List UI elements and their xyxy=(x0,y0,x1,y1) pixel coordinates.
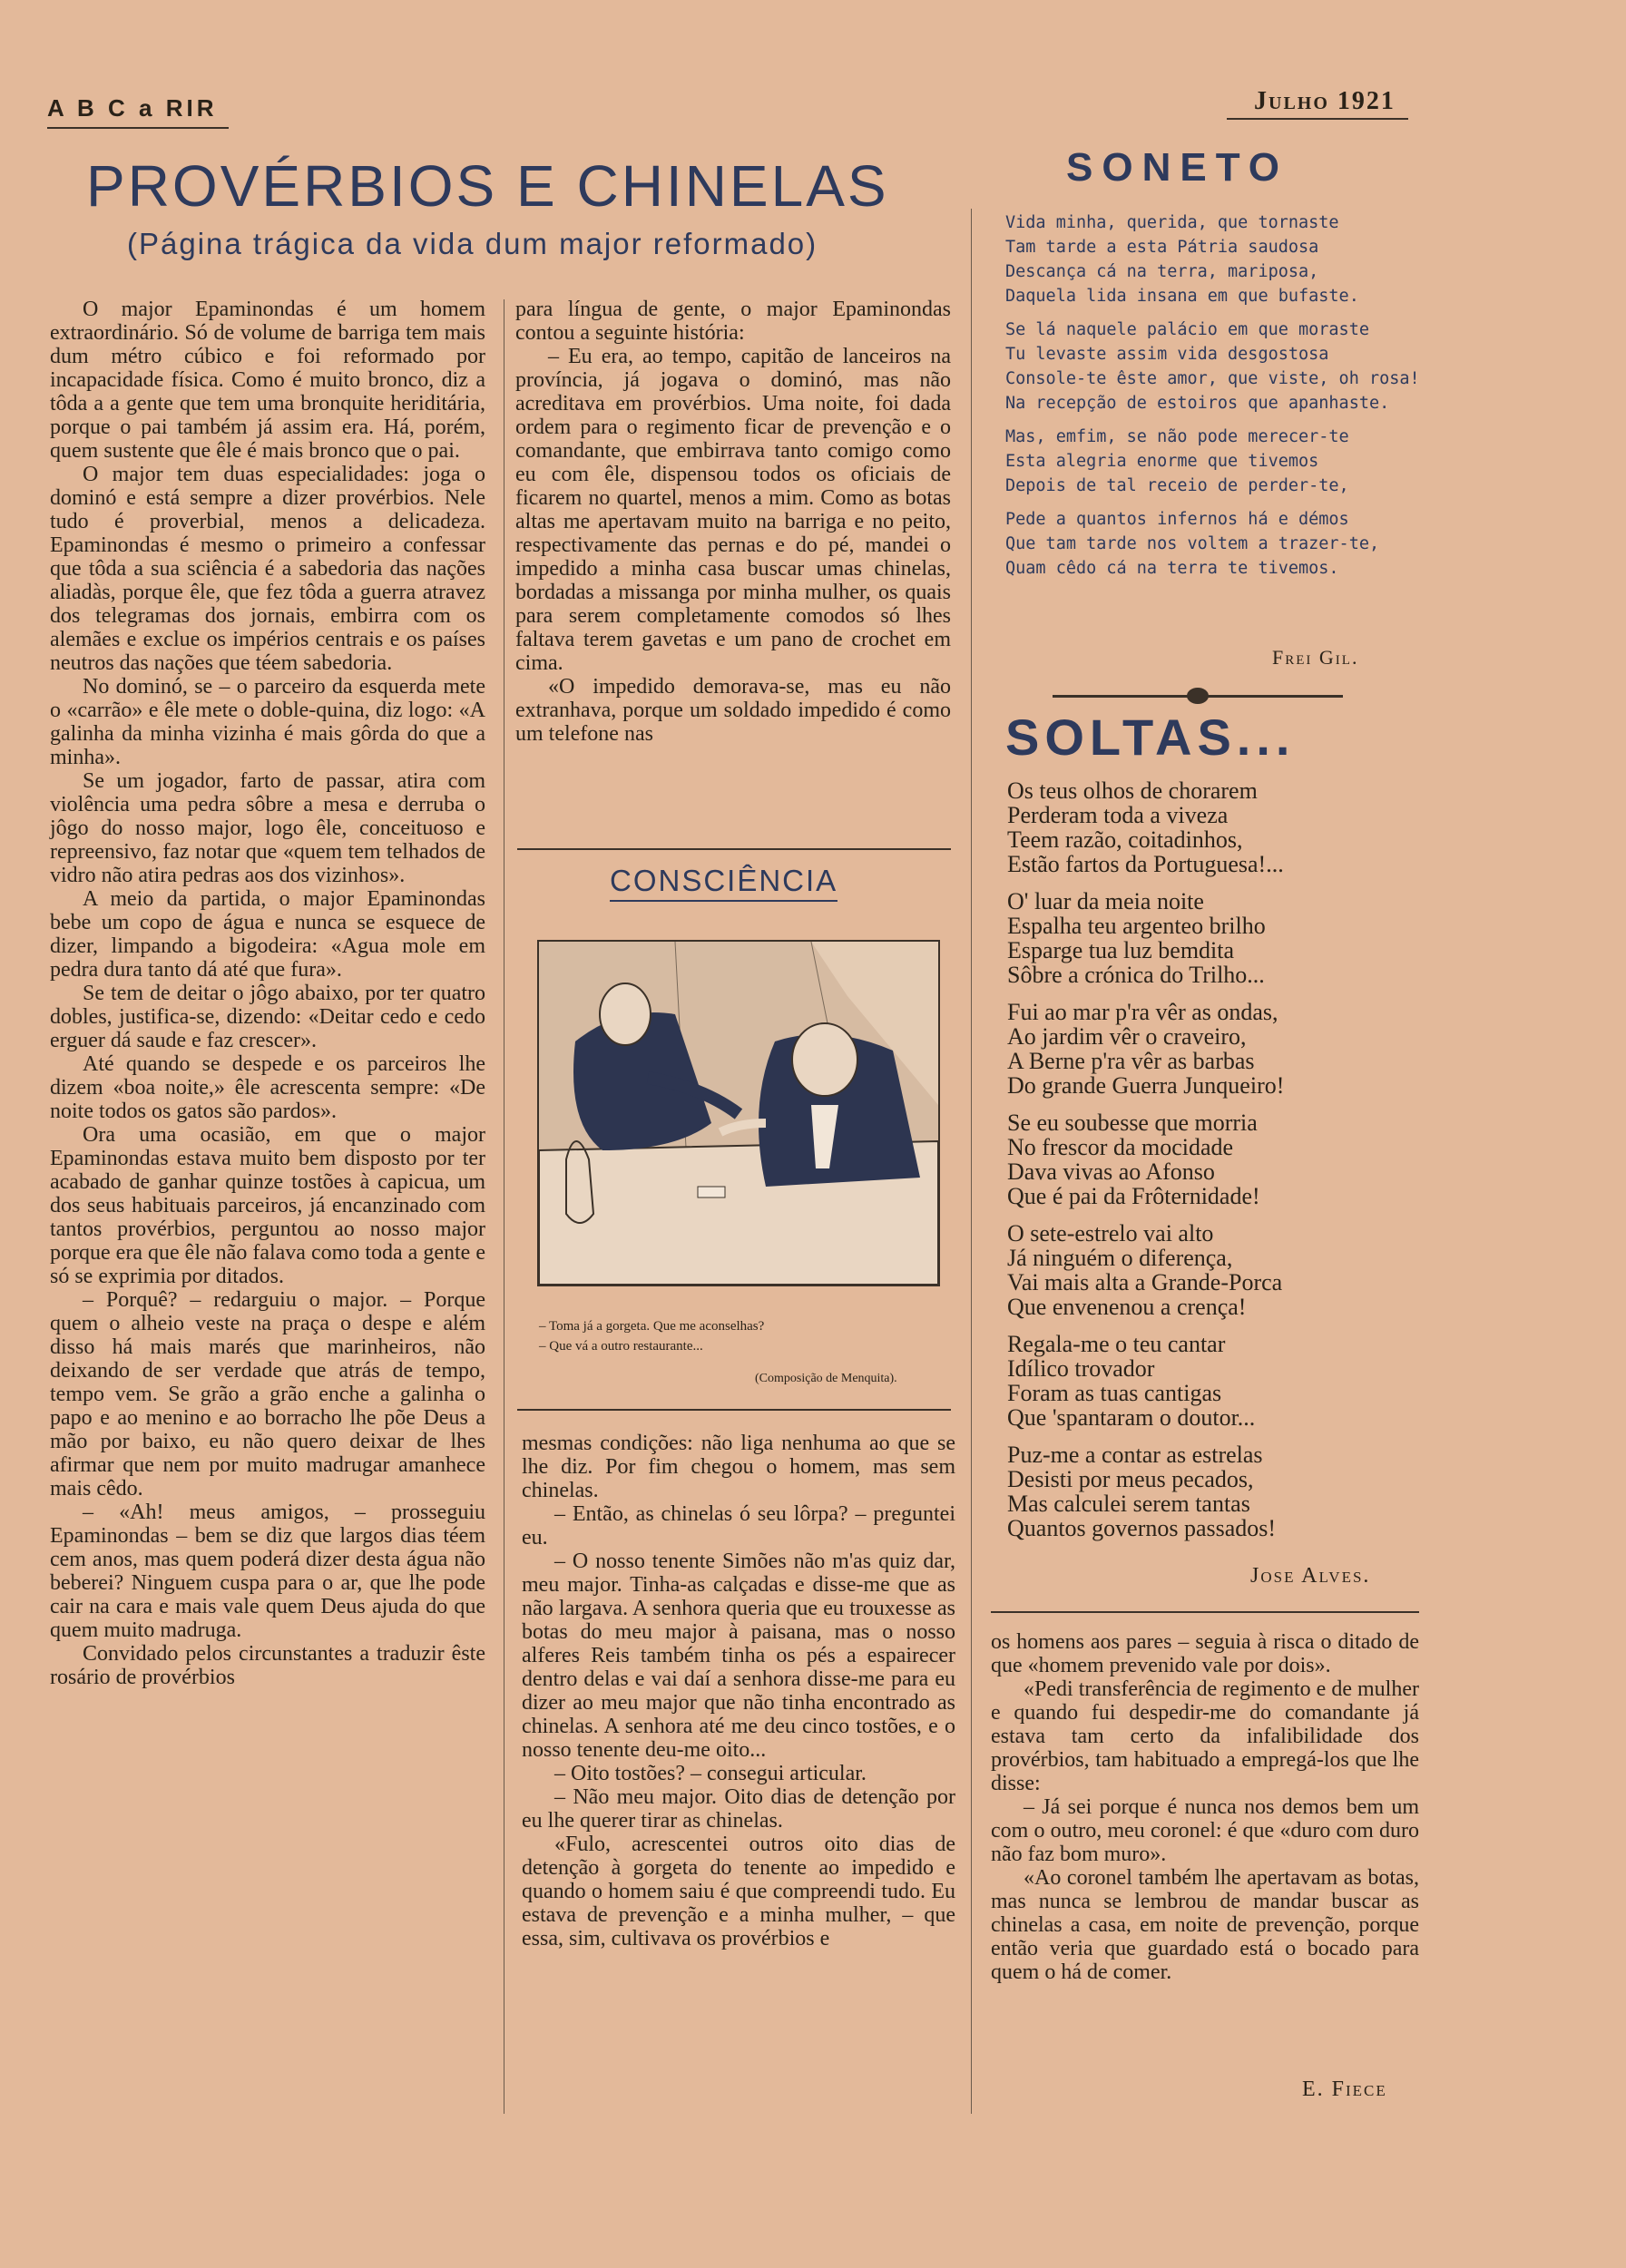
header-rule-right xyxy=(1227,118,1408,120)
paragraph: – Não meu major. Oito dias de detenção por eu lhe querer tirar as chinelas. xyxy=(522,1785,955,1833)
verse-line: Regala-me o teu cantar xyxy=(1007,1331,1226,1357)
verse-line: O sete-estrelo vai alto xyxy=(1007,1220,1214,1246)
paragraph: – Já sei porque é nunca nos demos bem um com o outro, meu coronel: é que «duro com duro não faz bom muro». xyxy=(991,1795,1419,1866)
paragraph: Se tem de deitar o jôgo abaixo, por ter quatro dobles, justifica-se, dizendo: «Deitar cedo e cedo erguer dá saude e faz crescer». xyxy=(50,982,485,1052)
article-column-3-bottom xyxy=(991,1630,1419,1984)
stanza xyxy=(1005,318,1420,415)
verse-line: Os teus olhos de chorarem xyxy=(1007,777,1258,804)
verse-line: Mas calculei serem tantas xyxy=(1007,1491,1250,1517)
verse-line: Fui ao mar p'ra vêr as ondas, xyxy=(1007,999,1278,1025)
verse-line: Tam tarde a esta Pátria saudosa xyxy=(1005,238,1319,257)
magazine-name: A B C a RIR xyxy=(47,94,218,122)
soltas-bottom-rule xyxy=(991,1611,1419,1613)
verse-line: Estão fartos da Portuguesa!... xyxy=(1007,851,1284,877)
verse-line: Teem razão, coitadinhos, xyxy=(1007,826,1243,853)
verse-line: Que envenenou a crença! xyxy=(1007,1294,1247,1320)
stanza xyxy=(1007,1221,1406,1319)
verse-line: Quam cêdo cá na terra te tivemos. xyxy=(1005,559,1339,578)
verse-line: Vida minha, querida, que tornaste xyxy=(1005,213,1339,232)
column-divider-2 xyxy=(971,209,972,2114)
cartoon-credit: (Composição de Menquita). xyxy=(755,1372,897,1385)
verse-line: Tu levaste assim vida desgostosa xyxy=(1005,345,1329,364)
paragraph: «O impedido demorava-se, mas eu não extranhava, porque um soldado impedido é como um telefone nas xyxy=(515,675,951,746)
verse-line: Daquela lida insana em que bufaste. xyxy=(1005,287,1359,306)
article-title: PROVÉRBIOS E CHINELAS xyxy=(86,153,889,219)
verse-line: Que é pai da Frôternidade! xyxy=(1007,1183,1260,1209)
soneto-title: SONETO xyxy=(1066,145,1289,190)
verse-line: Espalha teu argenteo brilho xyxy=(1007,913,1266,939)
paragraph: «Fulo, acrescentei outros oito dias de detenção à gorgeta do tenente ao impedido e quando o homem saiu é que compreendi tudo. Eu estava de prevenção e a minha mulher, – que essa, sim, cultivava os provérbios e xyxy=(522,1833,955,1950)
verse-line: Perderam toda a viveza xyxy=(1007,802,1229,828)
paragraph: Se um jogador, farto de passar, atira com violência uma pedra sôbre a mesa e derruba o jôgo do nosso major, logo êle, conceituoso e repreensivo, faz notar que «quem tem telhados de vidro não atira pedras aos dos vizinhos». xyxy=(50,769,485,887)
verse-line: Que tam tarde nos voltem a trazer-te, xyxy=(1005,534,1380,553)
verse-line: Quantos governos passados! xyxy=(1007,1515,1277,1541)
paragraph: – Oito tostões? – consegui articular. xyxy=(554,1762,867,1785)
ornament-center xyxy=(1187,688,1209,704)
verse-line: Pede a quantos infernos há e démos xyxy=(1005,510,1349,529)
verse-line: Vai mais alta a Grande-Porca xyxy=(1007,1269,1283,1295)
cartoon-illustration xyxy=(537,940,940,1286)
verse-line: Ao jardim vêr o craveiro, xyxy=(1007,1023,1247,1050)
paragraph: os homens aos pares – seguia à risca o ditado de que «homem prevenido vale por dois». xyxy=(991,1630,1419,1677)
verse-line: Descança cá na terra, mariposa, xyxy=(1005,262,1319,281)
cartoon-caption-1: – Toma já a gorgeta. Que me aconselhas? xyxy=(539,1319,765,1334)
stanza xyxy=(1007,1332,1406,1430)
article-column-2-bottom xyxy=(522,1432,955,1950)
verse-line: A Berne p'ra vêr as barbas xyxy=(1007,1048,1255,1074)
verse-line: Idílico trovador xyxy=(1007,1355,1155,1382)
stanza xyxy=(1007,778,1406,876)
stanza xyxy=(1005,425,1405,498)
verse-line: Depois de tal receio de perder-te, xyxy=(1005,476,1349,495)
verse-line: Puz-me a contar as estrelas xyxy=(1007,1442,1263,1468)
soltas-signature: Jose Alves. xyxy=(1250,1564,1371,1588)
verse-line: Mas, emfim, se não pode merecer-te xyxy=(1005,427,1349,446)
paragraph: – «Ah! meus amigos, – prosseguiu Epaminondas – bem se diz que largos dias téem cem anos, mas quem poderá dizer desta água não beberei? Ninguem cuspa para o ar, que lhe pode cair na cara e mais vale quem Deus ajuda do que quem muito madruga. xyxy=(50,1501,485,1642)
verse-line: Sôbre a crónica do Trilho... xyxy=(1007,962,1265,988)
stanza xyxy=(1005,210,1405,308)
article-column-1 xyxy=(50,298,485,1689)
verse-line: Desisti por meus pecados, xyxy=(1007,1466,1254,1492)
article-column-2-top xyxy=(515,298,951,746)
cartoon-caption-2: – Que vá a outro restaurante... xyxy=(539,1339,703,1354)
verse-line: Se eu soubesse que morria xyxy=(1007,1110,1258,1136)
verse-line: Esparge tua luz bemdita xyxy=(1007,937,1235,963)
paragraph: Ora uma ocasião, em que o major Epaminondas estava muito bem disposto por ter acabado de ganhar quinze tostões à capicua, um dos seus habituais parceiros, já encanzinado com tantos provérbios, perguntou ao nosso major porque era que êle não falava como toda a gente e só se exprimia por ditados. xyxy=(50,1123,485,1288)
verse-line: Foram as tuas cantigas xyxy=(1007,1380,1222,1406)
soltas-title: SOLTAS... xyxy=(1005,709,1296,766)
issue-date: Julho 1921 xyxy=(1254,87,1396,115)
stanza xyxy=(1007,1110,1406,1208)
paragraph: – Então, as chinelas ó seu lôrpa? – preguntei eu. xyxy=(522,1502,955,1549)
verse-line: Console-te êste amor, que viste, oh rosa! xyxy=(1005,369,1420,388)
consciencia-title: CONSCIÊNCIA xyxy=(610,864,837,902)
verse-line: Já ninguém o diferença, xyxy=(1007,1245,1233,1271)
header-rule-left xyxy=(47,127,229,129)
verse-line: Que 'spantaram o doutor... xyxy=(1007,1404,1256,1431)
paragraph: O major Epaminondas é um homem extraordinário. Só de volume de barriga tem mais dum métro cúbico e foi reformado por incapacidade física. Como é muito bronco, diz a tôda a a gente que tem uma bronquite heriditária, porque o pai também já assim era. Há, porém, quem sustente que êle é mais bronco que o pai. xyxy=(50,298,485,463)
soneto-poem xyxy=(1005,210,1420,590)
stanza xyxy=(1007,1000,1406,1098)
consciencia-top-rule xyxy=(517,848,951,850)
paragraph: – Eu era, ao tempo, capitão de lanceiros na província, já jogava o dominó, mas não acreditava em provérbios. Uma noite, foi dada ordem para o regimento ficar de prevenção e o comandante, que embirrava tanto comigo como eu com êle, dispensou todos os oficiais de ficarem no quartel, menos a mim. Como as botas altas me apertavam muito na barriga e no peito, respectivamente das pernas e do pé, mandei o impedido a minha casa buscar umas chinelas, bordadas a missanga por minha mulher, os quais para serem completamente comodos só lhes faltava terem gavetas e um pano de crochet em cima. xyxy=(515,345,951,675)
paragraph: Até quando se despede e os parceiros lhe dizem «boa noite,» êle acrescenta sempre: «De noite todos os gatos são pardos». xyxy=(50,1052,485,1123)
paragraph: «Ao coronel também lhe apertavam as botas, mas nunca se lembrou de mandar buscar as chinelas a casa, em noite de prevenção, porque então veria que guardado está o bocado para quem o há de comer. xyxy=(991,1866,1419,1984)
cartoon-drawing xyxy=(539,942,938,1285)
article-subtitle: (Página trágica da vida dum major reformado) xyxy=(127,227,818,260)
paragraph: mesmas condições: não liga nenhuma ao que se lhe diz. Por fim chegou o homem, mas sem chinelas. xyxy=(522,1432,955,1502)
paragraph: – O nosso tenente Simões não m'as quiz dar, meu major. Tinha-as calçadas e disse-me que as não largava. A senhora queria que eu trouxesse as botas do meu major à paisana, mas o nosso alferes Reis também tinha os pés a espairecer dentro delas e vai daí a senhora disse-me para eu dizer ao meu major que não tinha encontrado as chinelas. A senhora até me deu cinco tostões, e o nosso tenente deu-me oito... xyxy=(522,1549,955,1762)
verse-line: Se lá naquele palácio em que moraste xyxy=(1005,320,1369,339)
paragraph: – Porquê? – redarguiu o major. – Porque quem o alheio veste na praça o despe e além disso há mais marés que marinheiros, não deixando de ser verdade que atrás de tempo, tempo vem. Se grão a grão enche a galinha o papo e ao menino e ao borracho lhe põe Deus a mão por baixo, eu não quero deixar de lhes afirmar que nem por muito madrugar amanhece mais cêdo. xyxy=(50,1288,485,1501)
soltas-poems xyxy=(1007,778,1406,1553)
paragraph: A meio da partida, o major Epaminondas bebe um copo de água e nunca se esquece de dizer, limpando a bigodeira: «Agua mole em pedra dura tanto dá até que fura». xyxy=(50,887,485,982)
verse-line: Dava vivas ao Afonso xyxy=(1007,1158,1215,1185)
paragraph: para língua de gente, o major Epaminondas contou a seguinte história: xyxy=(515,298,951,345)
paragraph: Convidado pelos circunstantes a traduzir êste rosário de provérbios xyxy=(50,1642,485,1689)
verse-line: Esta alegria enorme que tivemos xyxy=(1005,452,1319,471)
verse-line: No frescor da mocidade xyxy=(1007,1134,1234,1160)
paragraph: O major tem duas especialidades: joga o dominó e está sempre a dizer provérbios. Nele tudo é proverbial, menos a delicadeza. Epaminondas é mesmo o primeiro a confessar que tôda a sua sciência é a sabedoria das nações aliadàs, porque êle, que fez tôda a guerra atravez dos telegramas dos jornais, embirra com os alemães e exclue os impérios centrais e os países neutros das nações que téem sabedoria. xyxy=(50,463,485,675)
verse-line: O' luar da meia noite xyxy=(1007,888,1204,914)
consciencia-bottom-rule xyxy=(517,1409,951,1411)
article-signature: E. Fiece xyxy=(1302,2077,1387,2101)
soneto-signature: Frei Gil. xyxy=(1272,646,1359,669)
stanza xyxy=(1007,889,1406,987)
paragraph: No dominó, se – o parceiro da esquerda mete o «carrão» e êle mete o doble-quina, diz logo: «A galinha da minha vizinha é mais gôrda do que a minha». xyxy=(50,675,485,769)
verse-line: Do grande Guerra Junqueiro! xyxy=(1007,1072,1285,1099)
paragraph: «Pedi transferência de regimento e de mulher e quando fui despedir-me do comandante já estava tam certo da infalibilidade dos provérbios, tam habituado a empregá-los que lhe disse: xyxy=(991,1677,1419,1795)
verse-line: Na recepção de estoiros que apanhaste. xyxy=(1005,394,1390,413)
stanza xyxy=(1007,1442,1406,1540)
stanza xyxy=(1005,507,1405,581)
